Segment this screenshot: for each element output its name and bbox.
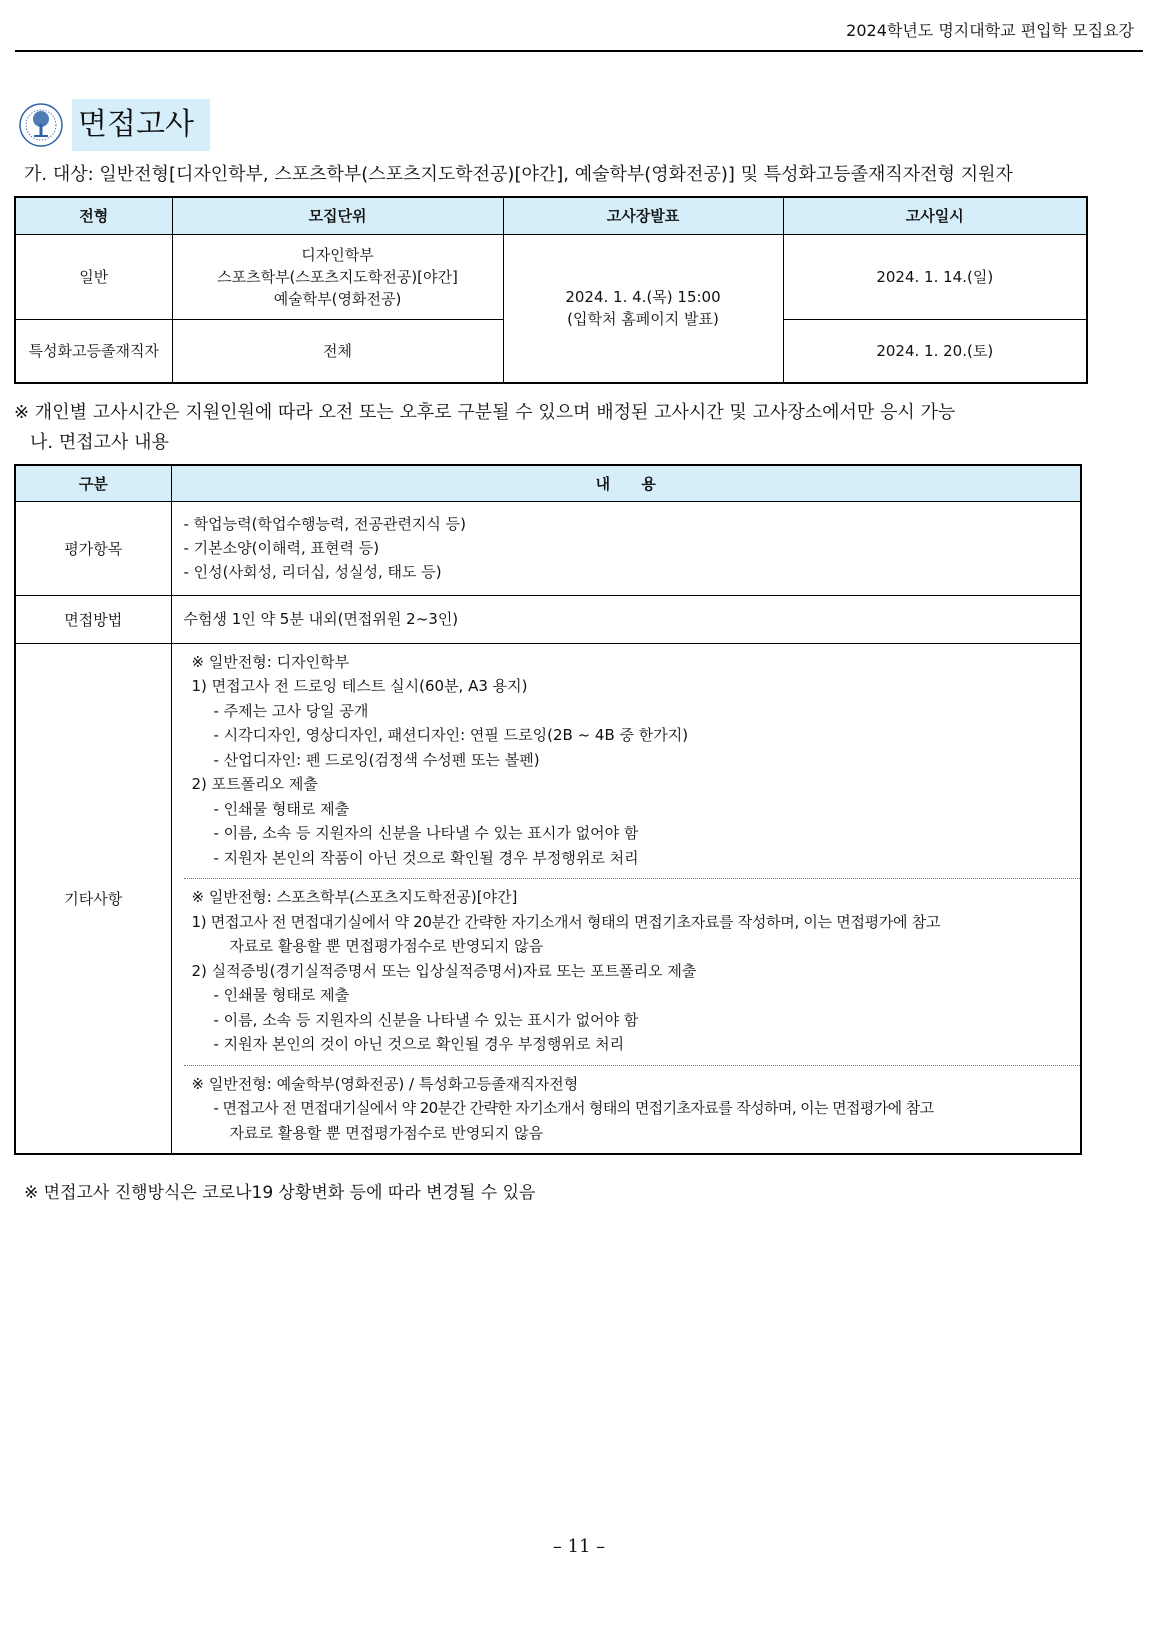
block-line: 1) 면접고사 전 드로잉 테스트 실시(60분, A3 용지) [191,677,528,695]
design-block [184,644,1081,880]
target-line: 가. 대상: 일반전형[디자인학부, 스포츠학부(스포츠지도학전공)[야간], 예술학부(영화전공)] 및 특성화고등졸재직자전형 지원자 [24,164,1013,185]
col-header-content: 내 용 [171,465,1081,501]
announce-cell [503,234,783,383]
eval-item: - 학업능력(학업수행능력, 전공관련지식 등) [183,515,467,533]
block-line: 자료로 활용할 뿐 면접평가점수로 반영되지 않음 [229,937,544,955]
block-line: - 면접고사 전 면접대기실에서 약 20분간 간략한 자기소개서 형태의 면접기초자료를 작성하며, 이는 면접평가에 참고 [213,1099,934,1117]
table-row [15,595,1081,643]
block-line: - 산업디자인: 펜 드로잉(검정색 수성펜 또는 볼펜) [213,750,540,769]
table-row [15,643,1081,1154]
content-table [14,464,1082,1155]
method-label: 면접방법 [15,595,171,643]
block-line: - 인쇄물 형태로 제출 [213,799,350,818]
header-rule [15,50,1143,52]
section-title: 면접고사 [72,99,210,151]
unit-item: 예술학부(영화전공) [273,289,402,308]
block-line: 1) 면접고사 전 면접대기실에서 약 20분간 간략한 자기소개서 형태의 면접기초자료를 작성하며, 이는 면접평가에 참고 [191,912,941,931]
unit-item: 디자인학부 [301,245,374,264]
col-header-unit: 모집단위 [172,197,503,234]
note-covid: ※ 면접고사 진행방식은 코로나19 상황변화 등에 따라 변경될 수 있음 [24,1183,536,1203]
note-exam-time: ※ 개인별 고사시간은 지원인원에 따라 오전 또는 오후로 구분될 수 있으며 배정된 고사시간 및 고사장소에서만 응시 가능 [14,402,956,423]
schedule-table [14,196,1088,384]
unit-cell: 전체 [172,319,503,383]
col-header-category: 구분 [15,465,171,501]
announce-where: (입학처 홈페이지 발표) [567,310,719,329]
type-cell: 특성화고등졸재직자 [15,319,172,383]
block-line: - 시각디자인, 영상디자인, 패션디자인: 연필 드로잉(2B ~ 4B 중 한가지) [213,726,689,744]
film-block [184,1066,1081,1154]
block-title: ※ 일반전형: 스포츠학부(스포츠지도학전공)[야간] [191,888,518,906]
page-number: – 11 – [552,1536,606,1557]
col-header-exam-date: 고사일시 [783,197,1087,234]
document-header-title: 2024학년도 명지대학교 편입학 모집요강 [846,21,1134,40]
eval-item: - 인성(사회성, 리더십, 성실성, 태도 등) [183,563,442,581]
col-header-type: 전형 [15,197,172,234]
block-line: - 인쇄물 형태로 제출 [213,986,350,1004]
block-line: 2) 포트폴리오 제출 [191,775,318,793]
block-line: - 지원자 본인의 작품이 아닌 것으로 확인될 경우 부정행위로 처리 [213,848,639,867]
block-line: 2) 실적증빙(경기실적증명서 또는 입상실적증명서)자료 또는 포트폴리오 제출 [191,961,697,980]
exam-date-cell: 2024. 1. 14.(일) [783,234,1087,319]
unit-item: 스포츠학부(스포츠지도학전공)[야간] [217,267,458,286]
table-row [15,501,1081,595]
eval-label: 평가항목 [15,501,171,595]
announce-date: 2024. 1. 4.(목) 15:00 [565,288,721,307]
exam-date-cell: 2024. 1. 20.(토) [783,319,1087,383]
block-line: - 이름, 소속 등 지원자의 신분을 나타낼 수 있는 표시가 없어야 함 [213,1010,639,1029]
col-header-announce: 고사장발표 [503,197,783,234]
content-heading: 나. 면접고사 내용 [30,432,169,453]
block-line: - 이름, 소속 등 지원자의 신분을 나타낼 수 있는 표시가 없어야 함 [213,824,639,842]
eval-content [171,501,1081,595]
block-line: 자료로 활용할 뿐 면접평가점수로 반영되지 않음 [229,1123,544,1142]
university-emblem-icon [18,102,64,148]
method-content: 수험생 1인 약 5분 내외(면접위원 2~3인) [171,595,1081,643]
other-label: 기타사항 [15,643,171,1154]
section-heading [18,100,210,150]
block-title: ※ 일반전형: 예술학부(영화전공) / 특성화고등졸재직자전형 [191,1074,579,1093]
block-title: ※ 일반전형: 디자인학부 [191,652,350,671]
other-content [171,643,1081,1154]
table-row [15,234,1087,319]
eval-item: - 기본소양(이해력, 표현력 등) [183,539,380,557]
type-cell: 일반 [15,234,172,319]
block-line: - 지원자 본인의 것이 아닌 것으로 확인될 경우 부정행위로 처리 [213,1035,625,1053]
unit-cell [172,234,503,319]
block-line: - 주제는 고사 당일 공개 [213,701,369,720]
sports-block [184,879,1081,1066]
